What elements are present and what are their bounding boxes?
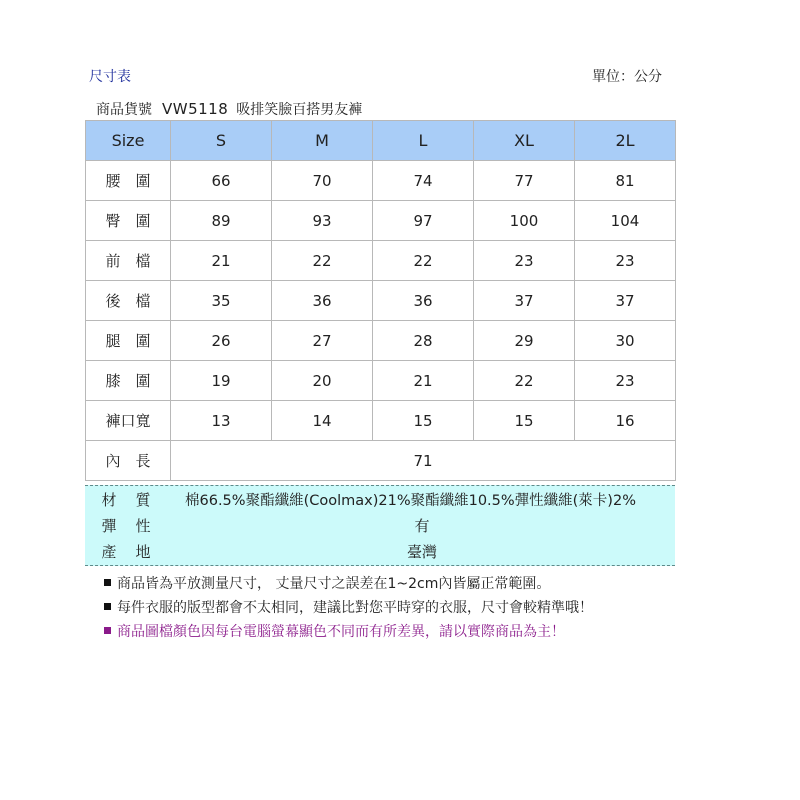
table-cell: 100 bbox=[474, 201, 575, 241]
table-cell: 15 bbox=[474, 401, 575, 441]
table-cell: 35 bbox=[171, 281, 272, 321]
note-text: 商品皆為平放測量尺寸， 丈量尺寸之誤差在1~2cm內皆屬正常範圍。 bbox=[117, 576, 551, 592]
row-label: 膝 圍 bbox=[86, 361, 171, 401]
elasticity-label: 彈 性 bbox=[101, 517, 153, 535]
table-cell: 19 bbox=[171, 361, 272, 401]
product-name: 吸排笑臉百搭男友褲 bbox=[236, 102, 363, 118]
table-cell: 22 bbox=[474, 361, 575, 401]
table-cell: 28 bbox=[373, 321, 474, 361]
product-info-box bbox=[85, 485, 675, 566]
table-cell: 70 bbox=[272, 161, 373, 201]
table-cell: 37 bbox=[474, 281, 575, 321]
size-header-cell: Size bbox=[86, 121, 171, 161]
elasticity-row bbox=[85, 515, 675, 537]
row-label: 腿 圍 bbox=[86, 321, 171, 361]
row-label: 後 檔 bbox=[86, 281, 171, 321]
row-label: 內 長 bbox=[86, 441, 171, 481]
table-cell: 36 bbox=[373, 281, 474, 321]
table-cell: 13 bbox=[171, 401, 272, 441]
row-label: 前 檔 bbox=[86, 241, 171, 281]
table-row-inseam bbox=[86, 441, 676, 481]
table-row bbox=[86, 361, 676, 401]
table-cell: 23 bbox=[474, 241, 575, 281]
size-chart-title: 尺寸表 bbox=[89, 69, 131, 85]
table-cell: 74 bbox=[373, 161, 474, 201]
table-cell: 81 bbox=[575, 161, 676, 201]
size-header-cell: 2L bbox=[575, 121, 676, 161]
table-cell: 16 bbox=[575, 401, 676, 441]
table-cell: 23 bbox=[575, 361, 676, 401]
table-cell: 14 bbox=[272, 401, 373, 441]
table-cell: 15 bbox=[373, 401, 474, 441]
table-cell: 104 bbox=[575, 201, 676, 241]
material-value: 棉66.5%聚酯纖維(Coolmax)21%聚酯纖維10.5%彈性纖維(萊卡)2% bbox=[185, 493, 636, 509]
origin-row bbox=[85, 541, 675, 563]
table-cell: 37 bbox=[575, 281, 676, 321]
table-cell: 66 bbox=[171, 161, 272, 201]
table-cell: 27 bbox=[272, 321, 373, 361]
inseam-value: 71 bbox=[171, 441, 676, 481]
table-cell: 22 bbox=[373, 241, 474, 281]
size-table bbox=[85, 120, 676, 481]
note-item bbox=[104, 620, 593, 644]
table-row bbox=[86, 281, 676, 321]
table-cell: 22 bbox=[272, 241, 373, 281]
note-item bbox=[104, 596, 593, 620]
table-cell: 21 bbox=[373, 361, 474, 401]
row-label: 臀 圍 bbox=[86, 201, 171, 241]
table-row bbox=[86, 401, 676, 441]
table-row bbox=[86, 161, 676, 201]
note-text: 商品圖檔顏色因每台電腦螢幕顯色不同而有所差異，請以實際商品為主！ bbox=[117, 624, 565, 640]
size-header-cell: S bbox=[171, 121, 272, 161]
table-cell: 89 bbox=[171, 201, 272, 241]
row-label: 褲口寬 bbox=[86, 401, 171, 441]
origin-value: 臺灣 bbox=[406, 543, 437, 561]
table-row bbox=[86, 241, 676, 281]
product-code: VW5118 bbox=[162, 100, 229, 118]
notes-list bbox=[104, 572, 593, 644]
table-cell: 23 bbox=[575, 241, 676, 281]
unit-label: 單位：公分 bbox=[592, 69, 662, 85]
square-bullet-icon bbox=[104, 579, 111, 586]
square-bullet-icon bbox=[104, 603, 111, 610]
table-cell: 20 bbox=[272, 361, 373, 401]
size-header-cell: L bbox=[373, 121, 474, 161]
origin-label: 產 地 bbox=[101, 543, 153, 561]
elasticity-value: 有 bbox=[414, 517, 430, 535]
table-cell: 30 bbox=[575, 321, 676, 361]
square-bullet-icon bbox=[104, 627, 111, 634]
note-text: 每件衣服的版型都會不太相同，建議比對您平時穿的衣服，尺寸會較精準哦！ bbox=[117, 600, 593, 616]
table-cell: 29 bbox=[474, 321, 575, 361]
table-row bbox=[86, 201, 676, 241]
table-cell: 36 bbox=[272, 281, 373, 321]
size-header-row bbox=[86, 121, 676, 161]
product-line bbox=[96, 99, 362, 119]
size-header-cell: XL bbox=[474, 121, 575, 161]
table-cell: 26 bbox=[171, 321, 272, 361]
size-header-cell: M bbox=[272, 121, 373, 161]
material-row bbox=[85, 489, 675, 511]
row-label: 腰 圍 bbox=[86, 161, 171, 201]
table-cell: 21 bbox=[171, 241, 272, 281]
table-cell: 93 bbox=[272, 201, 373, 241]
note-item bbox=[104, 572, 593, 596]
table-cell: 97 bbox=[373, 201, 474, 241]
table-cell: 77 bbox=[474, 161, 575, 201]
table-row bbox=[86, 321, 676, 361]
material-label: 材 質 bbox=[101, 491, 153, 509]
product-label: 商品貨號 bbox=[96, 102, 152, 118]
